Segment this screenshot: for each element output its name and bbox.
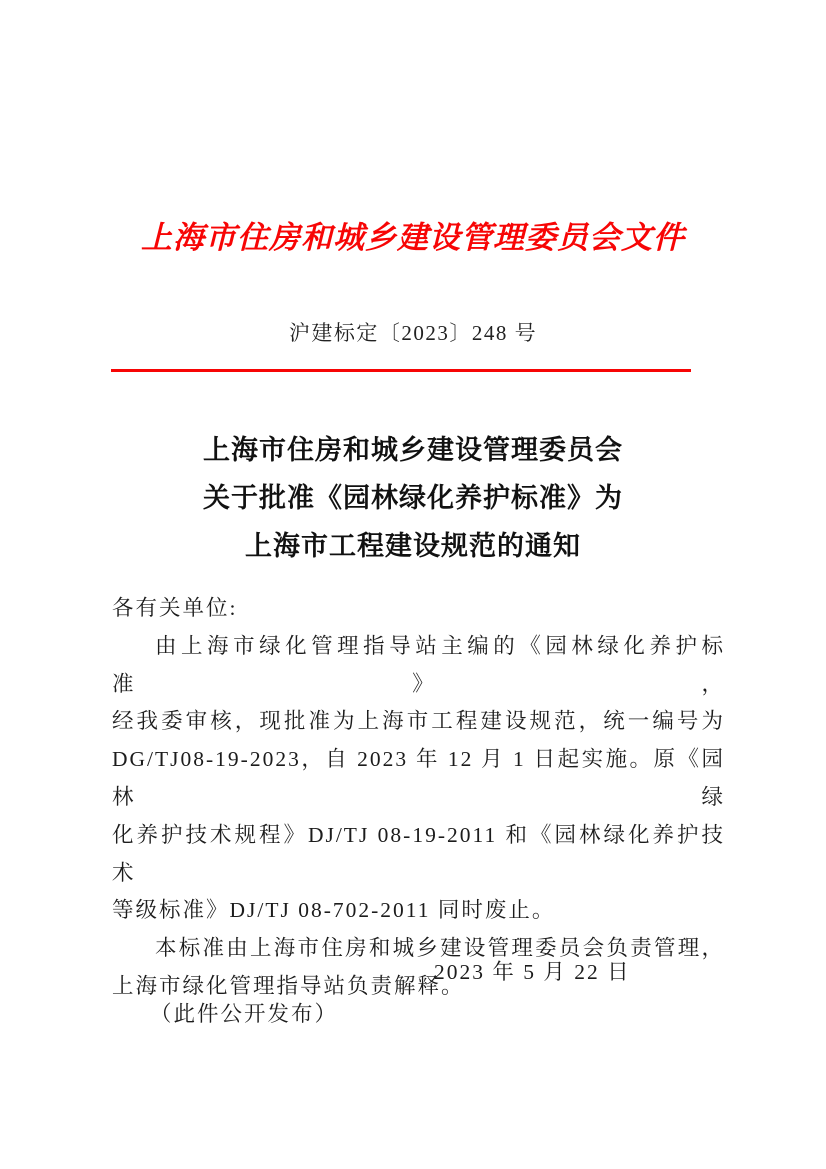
notice-title [0, 426, 826, 570]
notice-title-line-3: 上海市工程建设规范的通知 [245, 531, 581, 561]
notice-body [112, 590, 725, 1006]
body-paragraph-1-line-4: 化养护技术规程》DJ/TJ 08-19-2011 和《园林绿化养护技术 [112, 822, 725, 885]
issue-date: 2023 年 5 月 22 日 [434, 960, 631, 984]
body-paragraph-2-line-1: 本标准由上海市住房和城乡建设管理委员会负责管理， [155, 936, 725, 961]
document-number: 沪建标定〔2023〕248 号 [288, 321, 538, 345]
notice-title-line-1: 上海市住房和城乡建设管理委员会 [203, 435, 623, 465]
red-divider-line [111, 369, 691, 372]
body-paragraph-1-line-5: 等级标准》DJ/TJ 08-702-2011 同时废止。 [112, 898, 556, 923]
salutation: 各有关单位: [112, 596, 238, 620]
body-paragraph-1-line-3: DG/TJ08-19-2023，自 2023 年 12 月 1 日起实施。原《园林绿 [112, 747, 725, 809]
body-paragraph-1-line-1: 由上海市绿化管理指导站主编的《园林绿化养护标准》， [112, 633, 725, 696]
letterhead-org-title: 上海市住房和城乡建设管理委员会文件 [141, 220, 685, 255]
notice-title-line-2: 关于批准《园林绿化养护标准》为 [203, 483, 623, 513]
publish-note: （此件公开发布） [150, 1002, 339, 1026]
body-paragraph-1-line-2: 经我委审核，现批准为上海市工程建设规范，统一编号为 [112, 709, 725, 734]
body-paragraph-2-line-2: 上海市绿化管理指导站负责解释。 [112, 973, 465, 998]
